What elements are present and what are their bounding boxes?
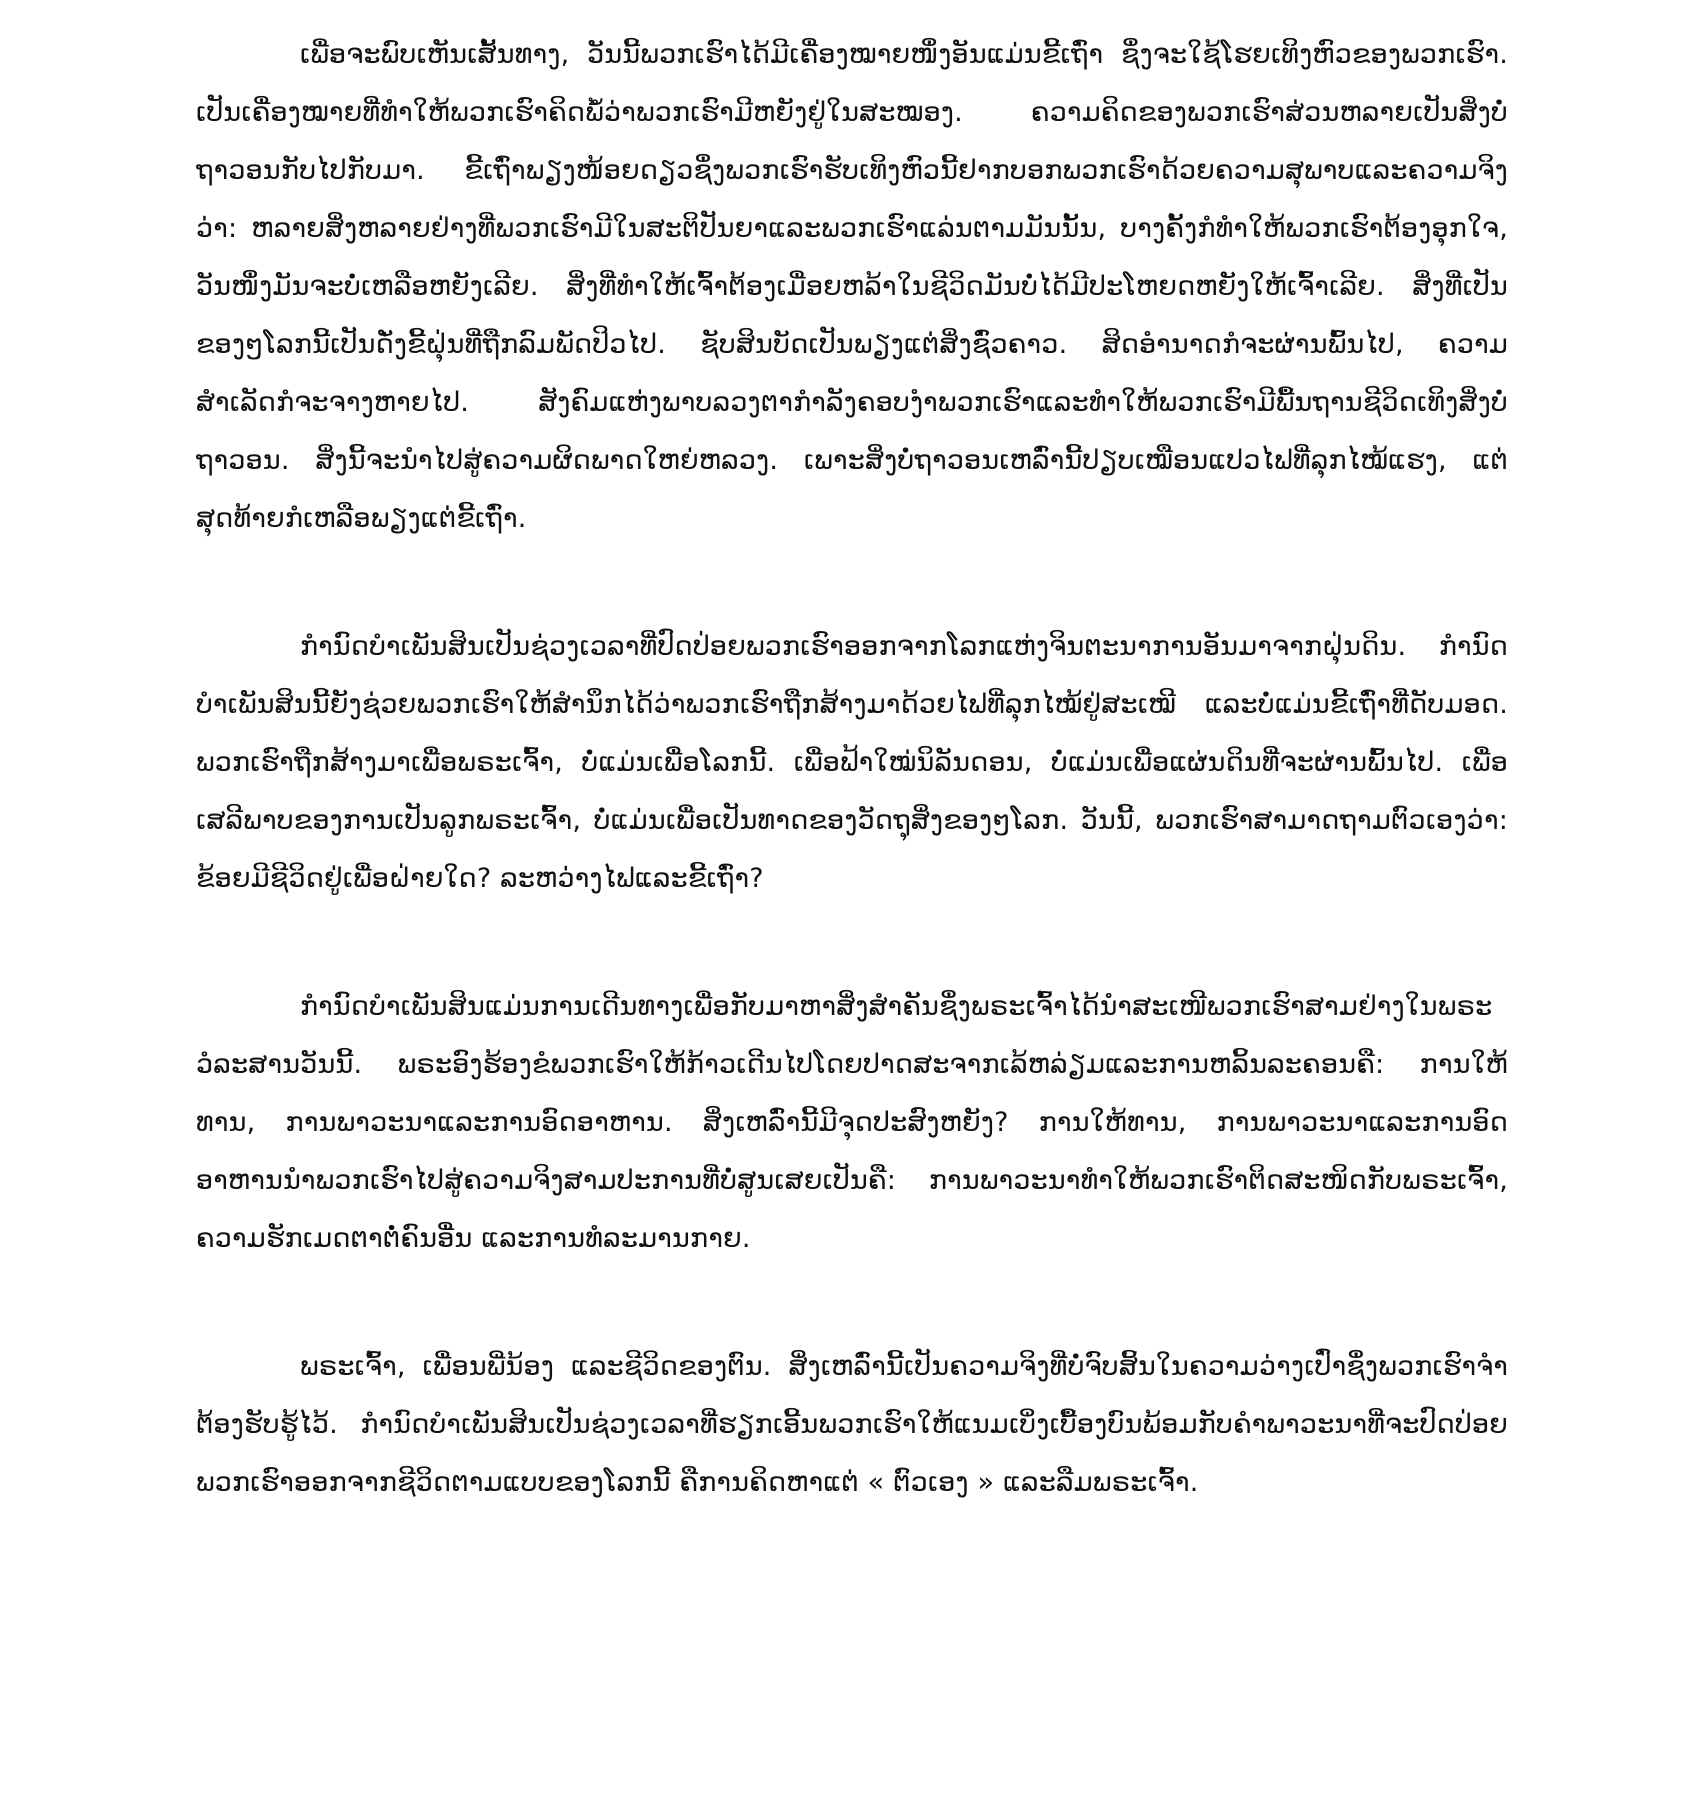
- paragraph-three-practices: ກຳນົດບຳເພັນສິນແມ່ນການເດີນທາງເພື່ອກັບມາຫາສິ່ງສຳຄັນຊຶ່ງພຣະເຈົ້າໄດ້ນຳສະເໜີພວກເຮົາສາມຢ່າງໃນພຣະວໍລະສານວັນນີ້. ພຣະອົງຮ້ອງຂໍພວກເຮົາໃຫ້ກ້າວເດີນໄປໂດຍປາດສະຈາກເລ້ຫລ່ຽມແລະການຫລິ້ນລະຄອນຄື: ການໃຫ້ທານ, ການພາວະນາແລະການອົດອາຫານ. ສິ່ງເຫລົ່ານີ້ມີຈຸດປະສົງຫຍັງ? ການໃຫ້ທານ, ການພາວະນາແລະການອົດອາຫານນຳພວກເຮົາໄປສູ່ຄວາມຈິງສາມປະການທີ່ບໍ່ສູນເສຍເປັນຄື: ການພາວະນາທຳໃຫ້ພວກເຮົາຕິດສະໜິດກັບພຣະເຈົ້າ, ຄວາມຮັກເມດຕາຕໍ່ຄົນອື່ນ ແລະການທໍລະມານກາຍ.: [196, 991, 1508, 1254]
- paragraph-ash-sign: ເພື່ອຈະພົບເຫັນເສັ້ນທາງ, ວັນນີ້ພວກເຮົາໄດ້ມີເຄື່ອງໝາຍໜຶ່ງອັນແມ່ນຂີ້ເຖົ່າ ຊຶ່ງຈະໃຊ້ໂຮຍເທິງຫົວຂອງພວກເຮົາ. ເປັນເຄື່ອງໝາຍທີ່ທຳໃຫ້ພວກເຮົາຄິດພໍ້ວ່າພວກເຮົາມີຫຍັງຢູ່ໃນສະໝອງ. ຄວາມຄິດຂອງພວກເຮົາສ່ວນຫລາຍເປັນສິ່ງບໍ່ຖາວອນກັບໄປກັບມາ. ຂີ້ເຖົ່າພຽງໜ້ອຍດຽວຊຶ່ງພວກເຮົາຮັບເທິງຫົວນີ້ຢາກບອກພວກເຮົາດ້ວຍຄວາມສຸພາບແລະຄວາມຈິງວ່າ: ຫລາຍສິ່ງຫລາຍຢ່າງທີ່ພວກເຮົາມີໃນສະຕິປັນຍາແລະພວກເຮົາແລ່ນຕາມມັນນັ້ນ, ບາງຄັ້ງກໍທຳໃຫ້ພວກເຮົາຕ້ອງອຸກໃຈ, ວັນໜຶ່ງມັນຈະບໍ່ເຫລືອຫຍັງເລີຍ. ສິ່ງທີ່ທຳໃຫ້ເຈົ້າຕ້ອງເມື່ອຍຫລ້າໃນຊີວິດມັນບໍ່ໄດ້ມີປະໂຫຍດຫຍັງໃຫ້ເຈົ້າເລີຍ. ສິ່ງທີ່ເປັນຂອງໆໂລກນີ້ເປັນດັ່ງຂີ້ຝຸ່ນທີ່ຖືກລົມພັດປິວໄປ. ຊັບສິນບັດເປັນພຽງແຕ່ສິ່ງຊົ່ວຄາວ. ສິດອຳນາດກໍຈະຜ່ານພົ້ນໄປ, ຄວາມສຳເລັດກໍຈະຈາງຫາຍໄປ. ສັງຄົມແຫ່ງພາບລວງຕາກຳລັງຄອບງຳພວກເຮົາແລະທຳໃຫ້ພວກເຮົາມີພື້ນຖານຊີວິດເທິງສິ່ງບໍ່ຖາວອນ. ສິ່ງນີ້ຈະນຳໄປສູ່ຄວາມຜິດພາດໃຫຍ່ຫລວງ. ເພາະສິ່ງບໍ່ຖາວອນເຫລົ່ານີ້ປຽບເໝືອນແປວໄຟທີ່ລຸກໄໝ້ແຮງ, ແຕ່ສຸດທ້າຍກໍເຫລືອພຽງແຕ່ຂີ້ເຖົ່າ.: [196, 39, 1508, 534]
- paragraph-lent-freedom: ກຳນົດບຳເພັນສິນເປັນຊ່ວງເວລາທີ່ປົດປ່ອຍພວກເຮົາອອກຈາກໂລກແຫ່ງຈິນຕະນາການອັນມາຈາກຝຸ່ນດິນ. ກຳນົດບຳເພັນສິນນີ້ຍັງຊ່ວຍພວກເຮົາໃຫ້ສຳນຶກໄດ້ວ່າພວກເຮົາຖືກສ້າງມາດ້ວຍໄຟທີ່ລຸກໄໝ້ຢູ່ສະເໝີ ແລະບໍ່ແມ່ນຂີ້ເຖົ່າທີ່ດັບມອດ. ພວກເຮົາຖືກສ້າງມາເພື່ອພຣະເຈົ້າ, ບໍ່ແມ່ນເພື່ອໂລກນີ້. ເພື່ອຟ້າໃໝ່ນິລັນດອນ, ບໍ່ແມ່ນເພື່ອແຜ່ນດິນທີ່ຈະຜ່ານພົ້ນໄປ. ເພື່ອເສລີພາບຂອງການເປັນລູກພຣະເຈົ້າ, ບໍ່ແມ່ນເພື່ອເປັນທາດຂອງວັດຖຸສິ່ງຂອງໆໂລກ. ວັນນີ້, ພວກເຮົາສາມາດຖາມຕົວເອງວ່າ: ຂ້ອຍມີຊີວິດຢູ່ເພື່ອຝ່າຍໃດ? ລະຫວ່າງໄຟແລະຂີ້ເຖົ່າ?: [196, 631, 1508, 894]
- paragraph-god-neighbor-self: ພຣະເຈົ້າ, ເພື່ອນພີ່ນ້ອງ ແລະຊີວິດຂອງຕົນ. ສິ່ງເຫລົ່ານີ້ເປັນຄວາມຈິງທີ່ບໍ່ຈົບສິ້ນໃນຄວາມວ່າງເປົ່າຊຶ່ງພວກເຮົາຈຳຕ້ອງຮັບຮູ້ໄວ້. ກຳນົດບຳເພັນສິນເປັນຊ່ວງເວລາທີ່ຮຽກເອີ້ນພວກເຮົາໃຫ້ແນມເບິ່ງເບື້ອງບົນພ້ອມກັບຄຳພາວະນາທີ່ຈະປົດປ່ອຍພວກເຮົາອອກຈາກຊີວິດຕາມແບບຂອງໂລກນີ້ ຄືການຄິດຫາແຕ່ « ຕົວເອງ » ແລະລືມພຣະເຈົ້າ.: [196, 1351, 1508, 1498]
- document-body: [196, 26, 1508, 1512]
